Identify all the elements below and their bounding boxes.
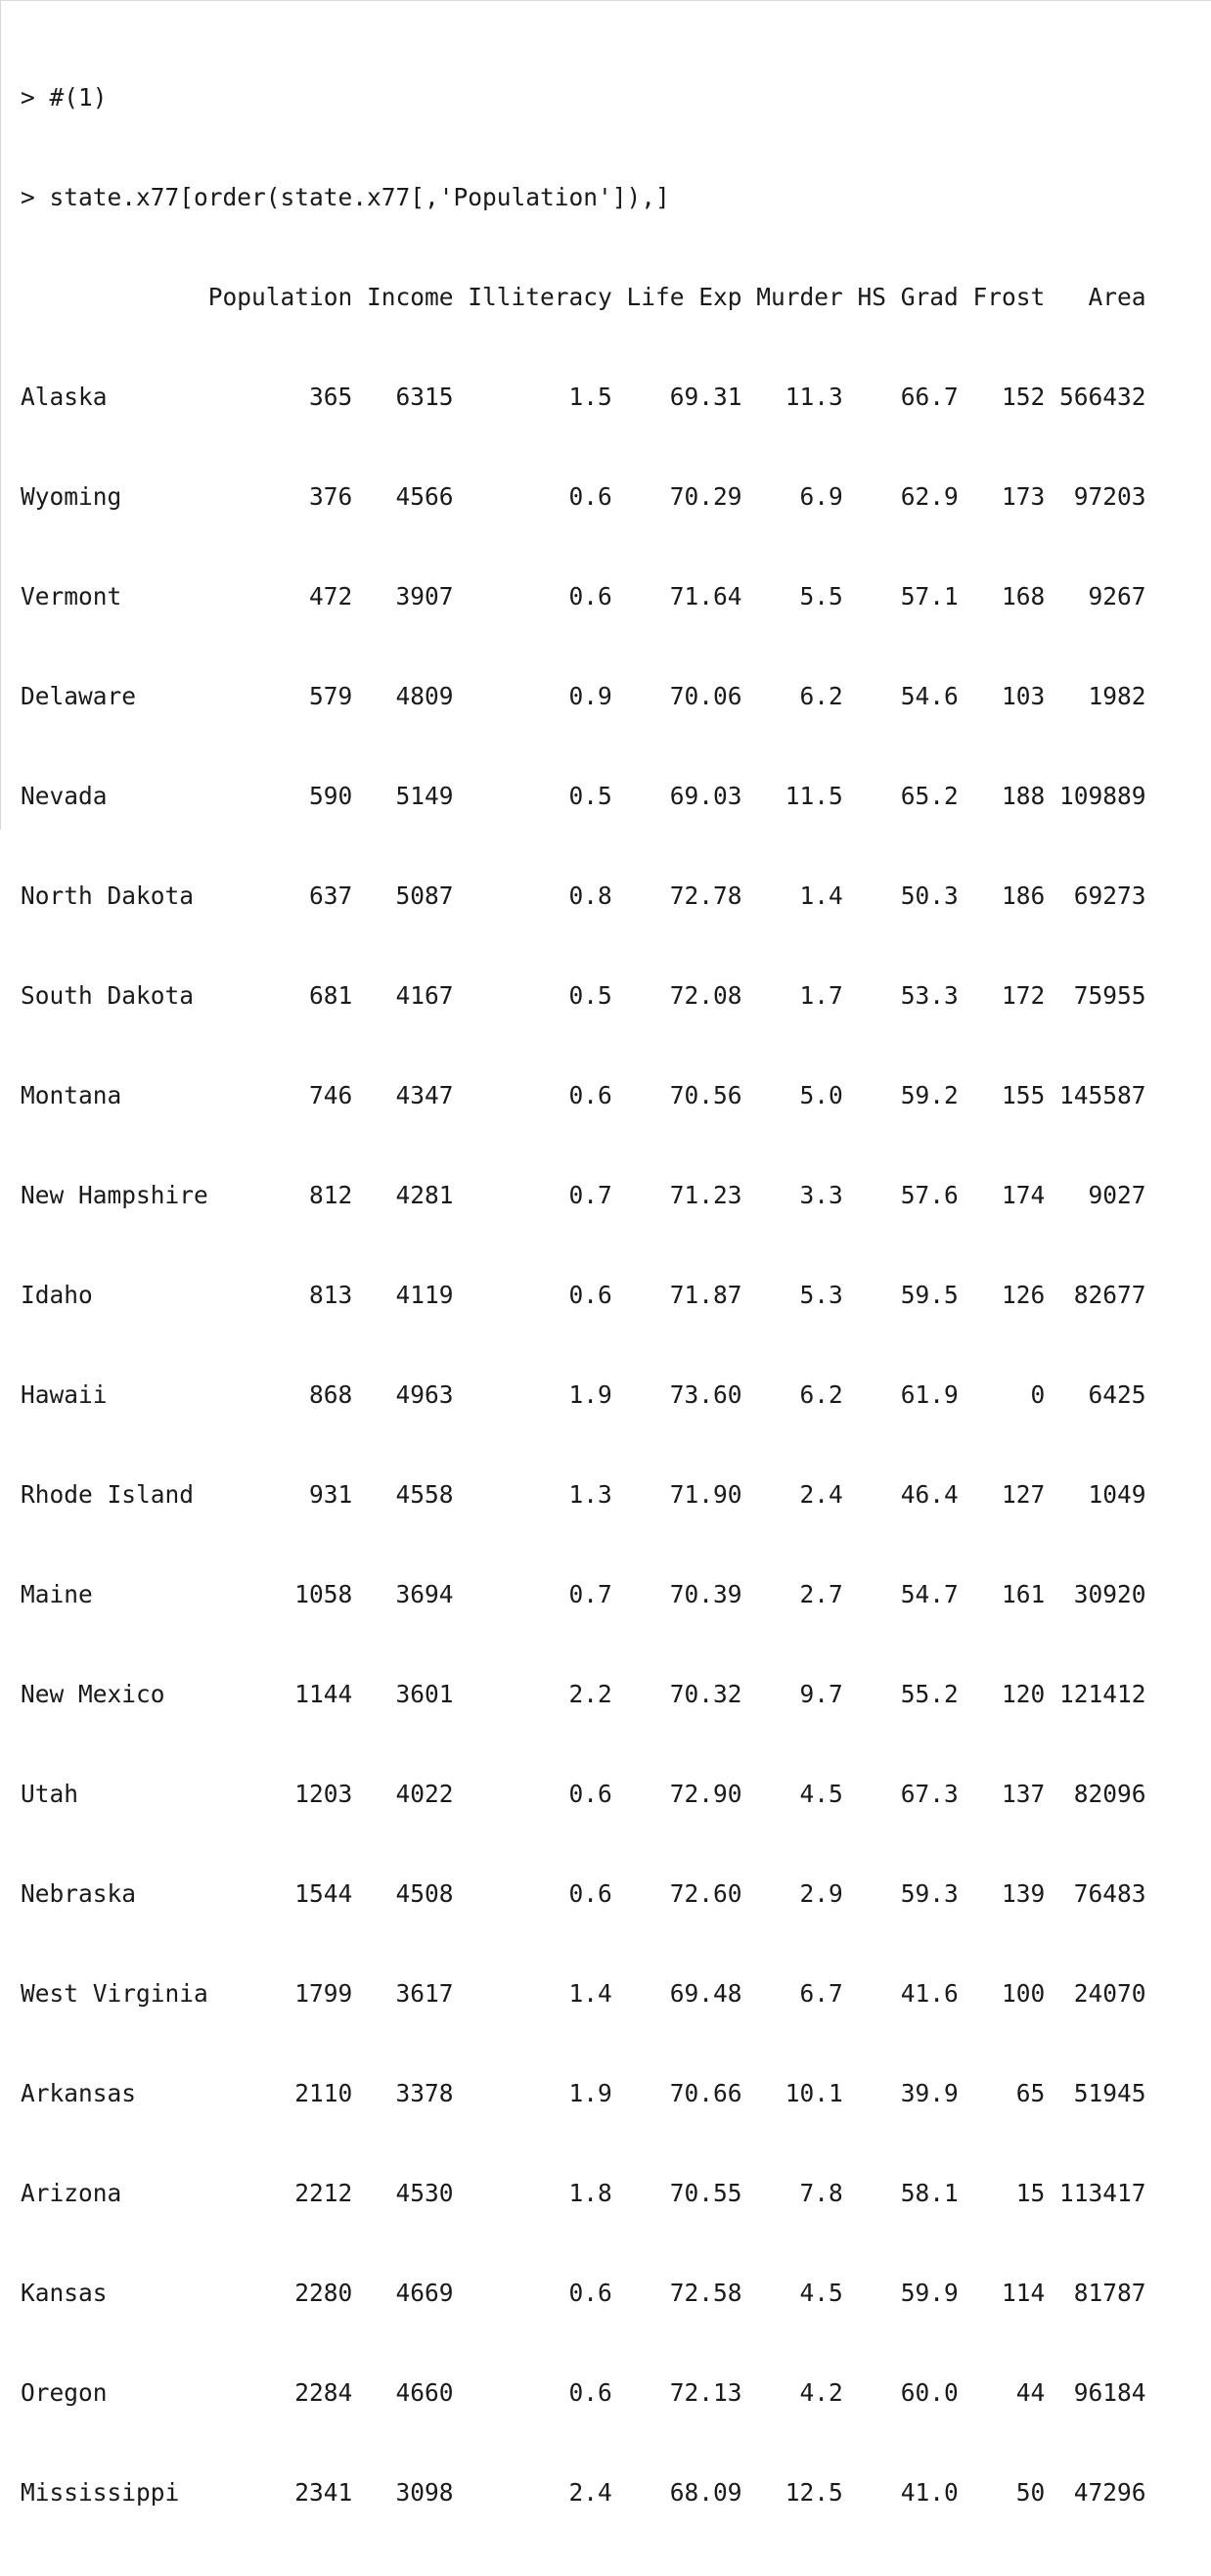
table-row: Nebraska 1544 4508 0.6 72.60 2.9 59.3 139 76483 (21, 1879, 1146, 1908)
table-row: Alaska 365 6315 1.5 69.31 11.3 66.7 152 566432 (21, 383, 1146, 411)
table-row: Vermont 472 3907 0.6 71.64 5.5 57.1 168 9267 (21, 582, 1146, 610)
table-row: Rhode Island 931 4558 1.3 71.90 2.4 46.4 127 1049 (21, 1480, 1146, 1509)
table-row: Arkansas 2110 3378 1.9 70.66 10.1 39.9 65 51945 (21, 2079, 1146, 2107)
table-row: New Mexico 1144 3601 2.2 70.32 9.7 55.2 120 121412 (21, 1680, 1146, 1708)
table-row: Wyoming 376 4566 0.6 70.29 6.9 62.9 173 97203 (21, 482, 1146, 511)
table-row: Kansas 2280 4669 0.6 72.58 4.5 59.9 114 81787 (21, 2279, 1146, 2307)
table-row: Mississippi 2341 3098 2.4 68.09 12.5 41.0 50 47296 (21, 2478, 1146, 2507)
table-row: Montana 746 4347 0.6 70.56 5.0 59.2 155 145587 (21, 1081, 1146, 1109)
table-row: New Hampshire 812 4281 0.7 71.23 3.3 57.6 174 9027 (21, 1181, 1146, 1209)
table-row: Idaho 813 4119 0.6 71.87 5.3 59.5 126 82677 (21, 1281, 1146, 1309)
table-row: West Virginia 1799 3617 1.4 69.48 6.7 41.6 100 24070 (21, 1979, 1146, 2008)
table-header-row: Population Income Illiteracy Life Exp Murder HS Grad Frost Area (21, 283, 1146, 311)
table-row: Oregon 2284 4660 0.6 72.13 4.2 60.0 44 96184 (21, 2378, 1146, 2407)
table-row: Maine 1058 3694 0.7 70.39 2.7 54.7 161 30920 (21, 1580, 1146, 1608)
table-row: Arizona 2212 4530 1.8 70.55 7.8 58.1 15 113417 (21, 2179, 1146, 2207)
table-row: Nevada 590 5149 0.5 69.03 11.5 65.2 188 109889 (21, 782, 1146, 810)
console-text (21, 15, 1146, 2576)
comment-line: > #(1) (21, 83, 108, 112)
table-row: Delaware 579 4809 0.9 70.06 6.2 54.6 103 1982 (21, 682, 1146, 710)
table-row: North Dakota 637 5087 0.8 72.78 1.4 50.3 186 69273 (21, 881, 1146, 910)
table-row: Utah 1203 4022 0.6 72.90 4.5 67.3 137 82096 (21, 1780, 1146, 1808)
table-row: Hawaii 868 4963 1.9 73.60 6.2 61.9 0 6425 (21, 1380, 1146, 1409)
command-line: > state.x77[order(state.x77[,'Population']),] (21, 183, 670, 211)
table-row: South Dakota 681 4167 0.5 72.08 1.7 53.3 172 75955 (21, 981, 1146, 1010)
